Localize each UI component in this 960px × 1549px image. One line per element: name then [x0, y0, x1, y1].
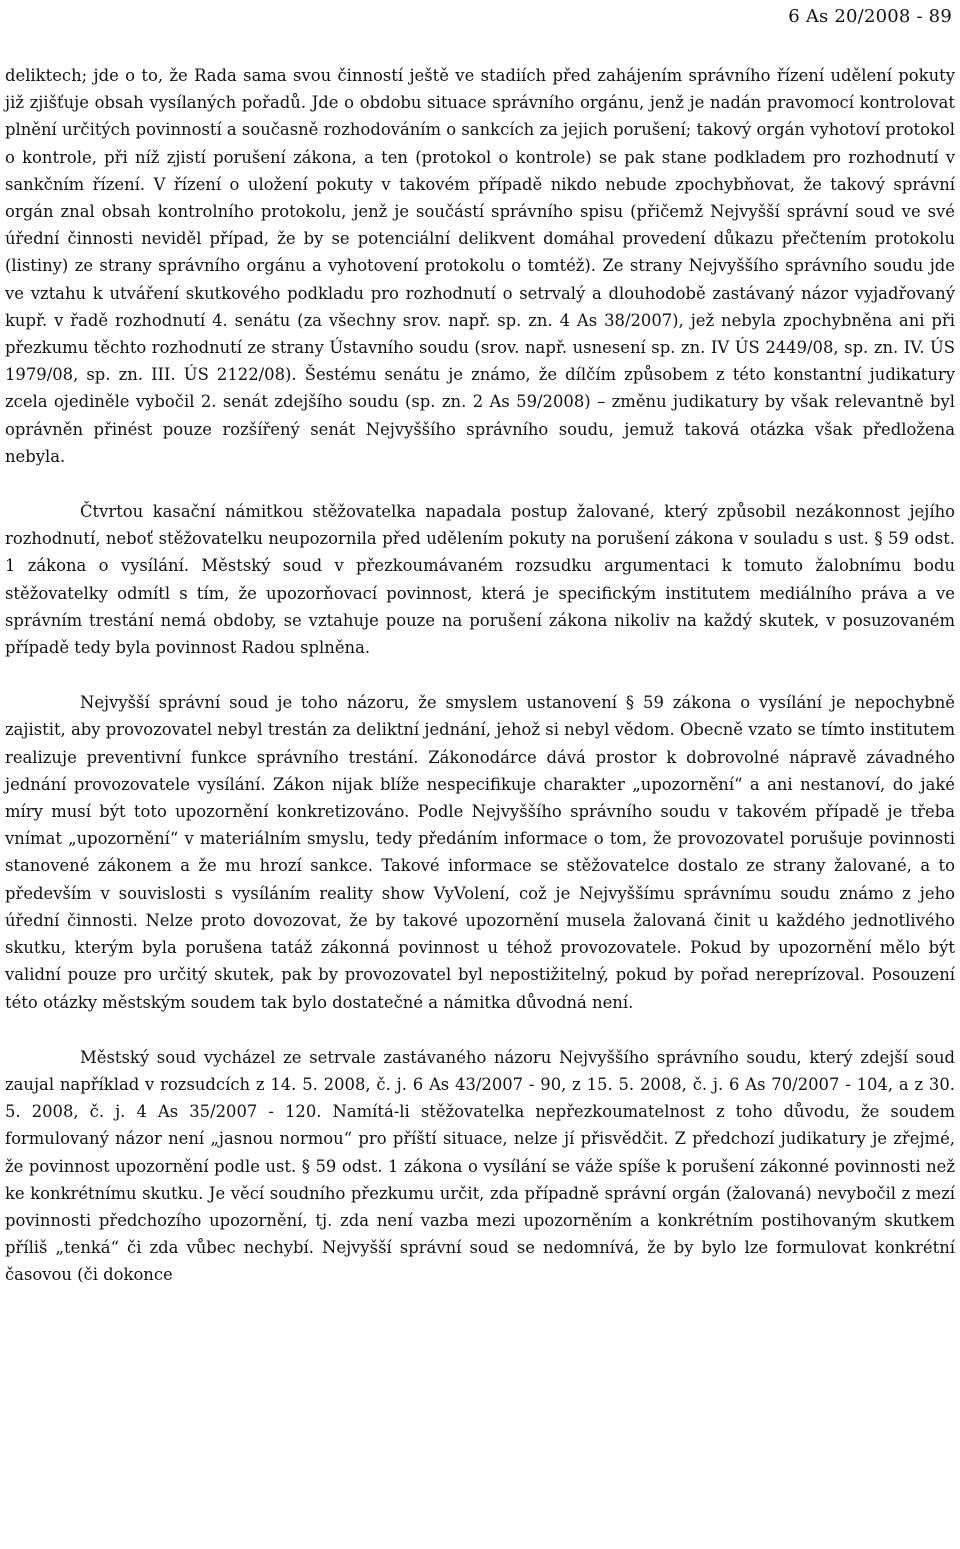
paragraph-3: Nejvyšší správní soud je toho názoru, že smyslem ustanovení § 59 zákona o vysílání je nepochybně zajistit, aby provozovatel nebyl trestán za deliktní jednání, jehož si nebyl vědom. Obecně vzato se tímto institutem realizuje preventivní funkce správního trestání. Zákonodárce dává prostor k dobrovolné nápravě závadného jednání provozovatele vysílání. Zákon nijak blíže nespecifikuje charakter „upozornění“ a ani nestanoví, do jaké míry musí být toto upozornění konkretizováno. Podle Nejvyššího správního soudu v takovém případě je třeba vnímat „upozornění“ v materiálním smyslu, tedy předáním informace o tom, že provozovatel porušuje povinnosti stanovené zákonem a že mu hrozí sankce. Takové informace se stěžovatelce dostalo ze strany žalované, a to především v souvislosti s vysíláním reality show VyVolení, což je Nejvyššímu správnímu soudu známo z jeho úřední činnosti. Nelze proto dovozovat, že by takové upozornění musela žalovaná činit u každého jednotlivého skutku, kterým byla porušena tatáž zákonná povinnost u téhož provozovatele. Pokud by upozornění mělo být validní pouze pro určitý skutek, pak by provozovatel byl nepostižitelný, pokud by pořad nereprízoval. Posouzení této otázky městským soudem tak bylo dostatečné a námitka důvodná není. [5, 693, 955, 1012]
paragraph-1: deliktech; jde o to, že Rada sama svou činností ještě ve stadiích před zahájením správního řízení udělení pokuty již zjišťuje obsah vysílaných pořadů. Jde o obdobu situace správního orgánu, jenž je nadán pravomocí kontrolovat plnění určitých povinností a současně rozhodováním o sankcích za jejich porušení; takový orgán vyhotoví protokol o kontrole, při níž zjistí porušení zákona, a ten (protokol o kontrole) se pak stane podkladem pro rozhodnutí v sankčním řízení. V řízení o uložení pokuty v takovém případě nikdo nebude zpochybňovat, že takový správní orgán znal obsah kontrolního protokolu, jenž je součástí správního spisu (přičemž Nejvyšší správní soud ve své úřední činnosti neviděl případ, že by se potenciální delikvent domáhal provedení důkazu přečtením protokolu (listiny) ze strany správního orgánu a vyhotovení protokolu o tomtéž). Ze strany Nejvyššího správního soudu jde ve vztahu k utváření skutkového podkladu pro rozhodnutí o setrvalý a dlouhodobě zastávaný názor vyjadřovaný kupř. v řadě rozhodnutí 4. senátu (za všechny srov. např. sp. zn. 4 As 38/2007), jež nebyla zpochybněna ani při přezkumu těchto rozhodnutí ze strany Ústavního soudu (srov. např. usnesení sp. zn. IV ÚS 2449/08, sp. zn. IV. ÚS 1979/08, sp. zn. III. ÚS 2122/08). Šestému senátu je známo, že dílčím způsobem z této konstantní judikatury zcela ojediněle vybočil 2. senát zdejšího soudu (sp. zn. 2 As 59/2008) – změnu judikatury by však relevantně byl oprávněn přinést pouze rozšířený senát Nejvyššího správního soudu, jemuž taková otázka však předložena nebyla. [5, 66, 955, 466]
paragraph-2: Čtvrtou kasační námitkou stěžovatelka napadala postup žalované, který způsobil nezákonnost jejího rozhodnutí, neboť stěžovatelku neupozornila před udělením pokuty na porušení zákona v souladu s ust. § 59 odst. 1 zákona o vysílání. Městský soud v přezkoumávaném rozsudku argumentaci k tomuto žalobnímu bodu stěžovatelky odmítl s tím, že upozorňovací povinnost, která je specifickým institutem mediálního práva a ve správním trestání nemá obdoby, se vztahuje pouze na porušení zákona nikoliv na každý skutek, v posuzovaném případě tedy byla povinnost Radou splněna. [5, 502, 955, 658]
paragraph-gap [5, 470, 955, 498]
paragraph-gap [5, 661, 955, 689]
paragraph-gap [5, 1016, 955, 1044]
page-header-case-number: 6 As 20/2008 - 89 [788, 6, 952, 27]
paragraph-4: Městský soud vycházel ze setrvale zastávaného názoru Nejvyššího správního soudu, který zdejší soud zaujal například v rozsudcích z 14. 5. 2008, č. j. 6 As 43/2007 - 90, z 15. 5. 2008, č. j. 6 As 70/2007 - 104, a z 30. 5. 2008, č. j. 4 As 35/2007 - 120. Namítá-li stěžovatelka nepřezkoumatelnost z toho důvodu, že soudem formulovaný názor není „jasnou normou“ pro příští situace, nelze jí přisvědčit. Z předchozí judikatury je zřejmé, že povinnost upozornění podle ust. § 59 odst. 1 zákona o vysílání se váže spíše k porušení zákonné povinnosti než ke konkrétnímu skutku. Je věcí soudního přezkumu určit, zda případně správní orgán (žalovaná) nevybočil z mezí povinnosti předchozího upozornění, tj. zda není vazba mezi upozorněním a konkrétním postihovaným skutkem příliš „tenká“ či zda vůbec nechybí. Nejvyšší správní soud se nedomnívá, že by bylo lze formulovat konkrétní časovou (či dokonce [5, 1047, 955, 1285]
document-body [5, 62, 955, 1289]
